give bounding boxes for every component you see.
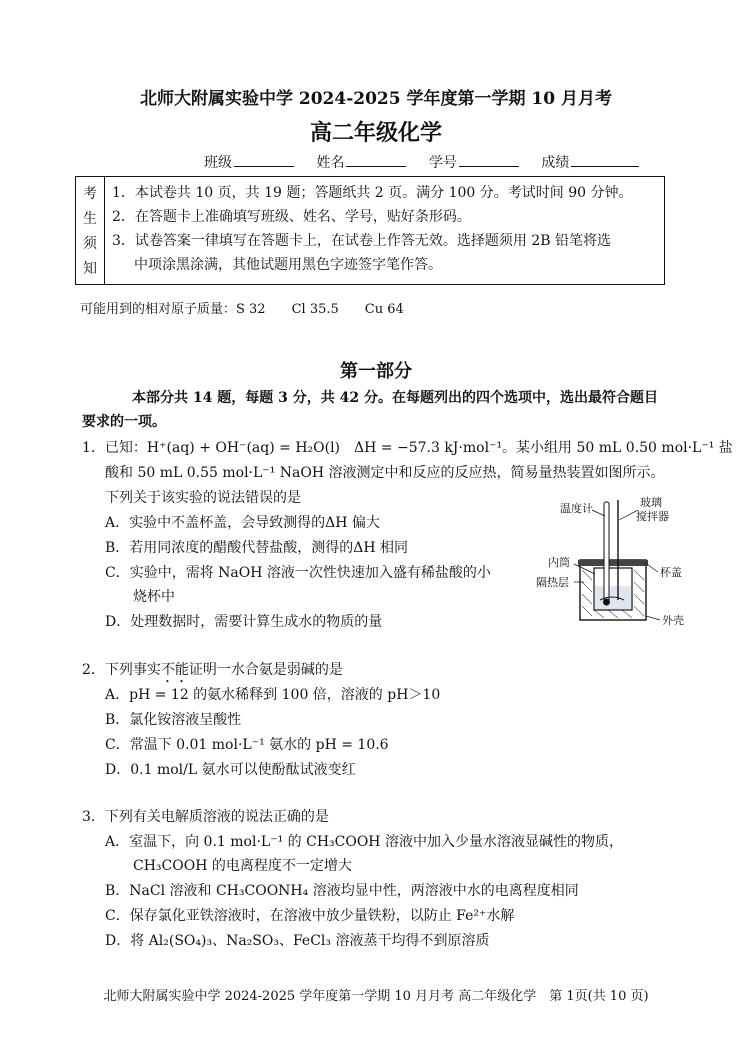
- calorimeter-figure: [520, 490, 710, 630]
- name-field[interactable]: [346, 152, 406, 167]
- notice-head-char: 知: [83, 261, 97, 277]
- q1-prefix: 1．已知：: [82, 440, 147, 456]
- q2-option-c: C．常温下 0.01 mol·L⁻¹ 氨水的 pH = 10.6: [105, 737, 389, 753]
- notice-head-char: 生: [83, 211, 97, 227]
- exam-notice-box: [75, 176, 665, 285]
- q2-option-b: B．氯化铵溶液呈酸性: [105, 712, 242, 728]
- q1-option-c: C．实验中，需将 NaOH 溶液一次性快速加入盛有稀盐酸的小: [105, 565, 491, 581]
- score-label: 成绩: [541, 155, 570, 171]
- q1-option-b: B．若用同浓度的醋酸代替盐酸，测得的ΔH 相同: [105, 540, 409, 556]
- insulation-label: 隔热层: [536, 576, 569, 589]
- student-id-field[interactable]: [459, 152, 519, 167]
- q3-option-a-cont: CH₃COOH 的电离程度不一定增大: [133, 858, 352, 874]
- notice-item: 1．本试卷共 10 页，共 19 题；答题纸共 2 页。满分 100 分。考试时间 90 分钟。: [112, 185, 633, 201]
- q3-option-a: A．室温下，向 0.1 mol·L⁻¹ 的 CH₃COOH 溶液中加入少量水溶液显碱性的物质，: [105, 834, 623, 850]
- q1-option-d: D．处理数据时，需要计算生成水的物质的量: [105, 614, 383, 630]
- section-title: 第一部分: [340, 361, 412, 382]
- notice-items: [112, 181, 632, 277]
- school-title: 北师大附属实验中学 2024-2025 学年度第一学期 10 月月考: [139, 89, 612, 109]
- thermometer: [604, 502, 609, 602]
- q3-option-b: B．NaCl 溶液和 CH₃COONH₄ 溶液均显中性，两溶液中水的电离程度相同: [105, 883, 579, 899]
- thermometer-bulb: [603, 599, 610, 606]
- q2-stem-emphasis: 不能: [160, 662, 189, 678]
- shell-label: 外壳: [662, 614, 684, 627]
- q1-stem-question: 下列关于该实验的说法错误的是: [105, 490, 301, 506]
- thermometer-label: 温度计: [560, 502, 593, 515]
- notice-item: 3．试卷答案一律填写在答题卡上，在试卷上作答无效。选择题须用 2B 铅笔将选: [112, 233, 612, 249]
- stirrer-label-2: 搅拌器: [636, 510, 669, 523]
- q3-option-c: C．保存氯化亚铁溶液时，在溶液中放少量铁粉，以防止 Fe²⁺水解: [105, 908, 515, 924]
- page-footer: 北师大附属实验中学 2024-2025 学年度第一学期 10 月月考 高二年级化学 第 1页(共 10 页): [103, 989, 649, 1004]
- q2-option-a: A．pH = 12 的氨水稀释到 100 倍，溶液的 pH＞10: [105, 687, 441, 703]
- q2-stem-pre: 2．下列事实: [82, 662, 161, 678]
- q2-stem-post: 证明一水合氨是弱碱的是: [188, 662, 343, 678]
- class-field[interactable]: [234, 152, 294, 167]
- q1-equation: H⁺(aq) + OH⁻(aq) = H₂O(l) ΔH = −57.3 kJ·mol⁻¹。某小组用 50 mL 0.50 mol·L⁻¹ 盐: [146, 440, 733, 456]
- notice-head-char: 考: [83, 186, 97, 202]
- score-field[interactable]: [571, 152, 639, 167]
- q3-stem: 3．下列有关电解质溶液的说法正确的是: [82, 809, 329, 825]
- inner-label: 内筒: [548, 556, 570, 569]
- notice-item: 中项涂黑涂满，其他试题用黑色字迹签字笔作答。: [134, 257, 442, 273]
- class-label: 班级: [204, 155, 232, 171]
- q2-option-d: D．0.1 mol/L 氨水可以使酚酞试液变红: [105, 762, 356, 778]
- section-intro: 要求的一项。: [82, 414, 166, 430]
- notice-item: 2．在答题卡上准确填写班级、姓名、学号，贴好条形码。: [112, 209, 471, 225]
- lid-label: 杯盖: [660, 566, 682, 579]
- q1-option-a: A．实验中不盖杯盖，会导致测得的ΔH 偏大: [105, 515, 380, 531]
- stirrer-label-1: 玻璃: [640, 496, 662, 509]
- student-info-line: [204, 152, 639, 172]
- notice-head-char: 须: [83, 236, 97, 252]
- section-intro: 本部分共 14 题，每题 3 分，共 42 分。在每题列出的四个选项中，选出最符合题目: [132, 390, 658, 406]
- q1-stem-line2: 酸和 50 mL 0.55 mol·L⁻¹ NaOH 溶液测定中和反应的反应热，简易量热装置如图所示。: [105, 465, 665, 481]
- q1-stem-line1: [82, 437, 733, 457]
- q1-option-c-cont: 烧杯中: [133, 589, 175, 605]
- subject-title: 高二年级化学: [309, 120, 442, 146]
- name-label: 姓名: [316, 155, 345, 171]
- notice-heading: [76, 177, 105, 284]
- q2-stem: [82, 659, 343, 686]
- atomic-masses: 可能用到的相对原子质量：S 32 Cl 35.5 Cu 64: [80, 302, 404, 317]
- q3-option-d: D．将 Al₂(SO₄)₃、Na₂SO₃、FeCl₃ 溶液蒸干均得不到原溶质: [105, 933, 490, 949]
- student-id-label: 学号: [428, 155, 457, 171]
- lid: [578, 560, 648, 566]
